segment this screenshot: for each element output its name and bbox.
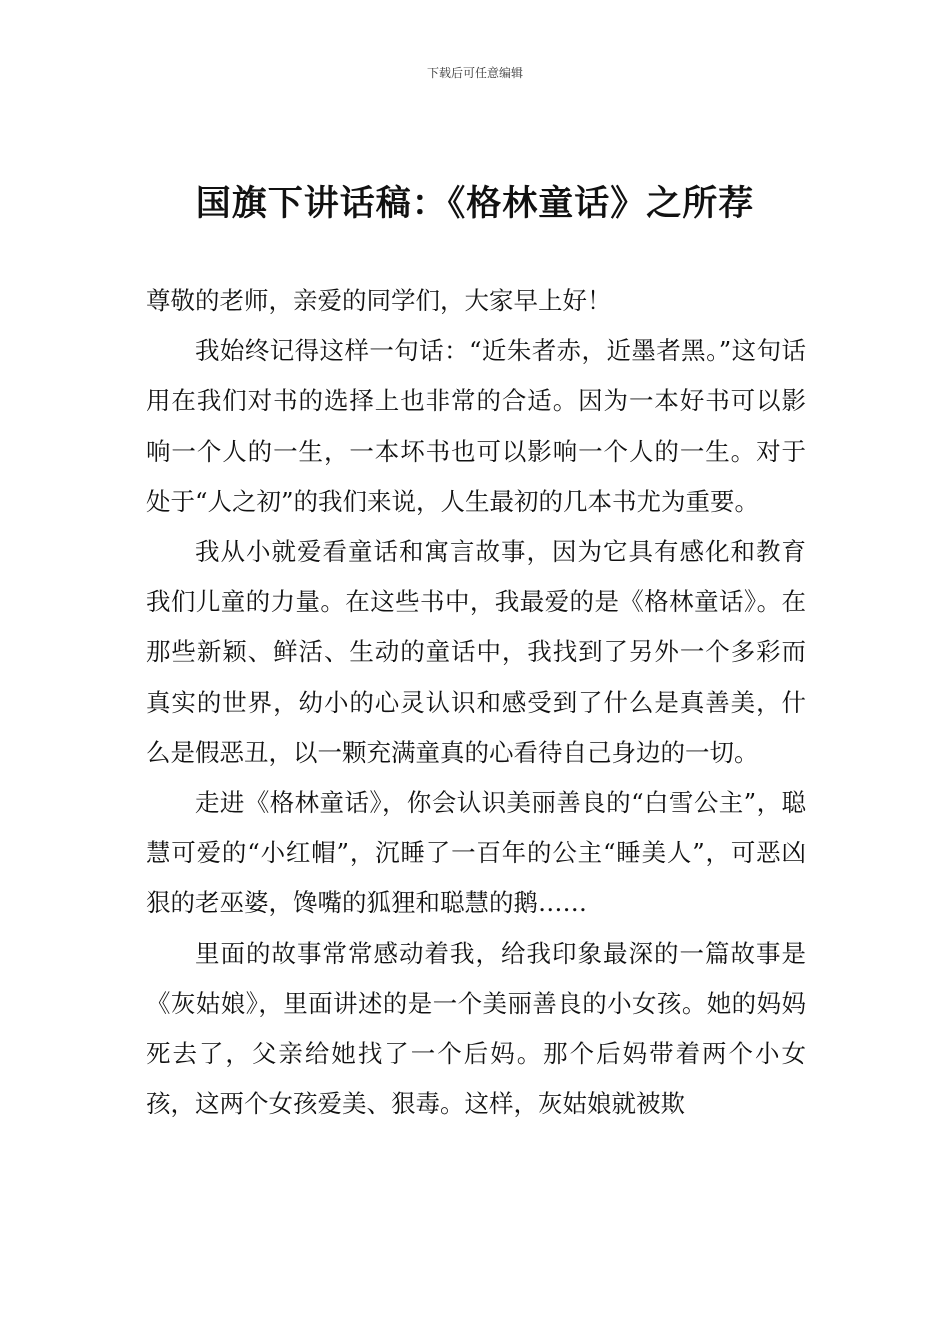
paragraph-2: 我从小就爱看童话和寓言故事，因为它具有感化和教育我们儿童的力量。在这些书中，我最爱的是《格林童话》。在那些新颖、鲜活、生动的童话中，我找到了另外一个多彩而真实的世界，幼小的心灵认识和感受到了什么是真善美，什么是假恶丑，以一颗充满童真的心看待自己身边的一切。 — [146, 537, 806, 767]
document-body — [146, 276, 806, 1129]
document-title: 国旗下讲话稿：《格林童话》之所荐 — [195, 184, 755, 224]
paragraph-4: 里面的故事常常感动着我，给我印象最深的一篇故事是《灰姑娘》，里面讲述的是一个美丽善良的小女孩。她的妈妈死去了，父亲给她找了一个后妈。那个后妈带着两个小女孩，这两个女孩爱美、狠毒。这样，灰姑娘就被欺 — [146, 938, 806, 1119]
paragraph-1: 我始终记得这样一句话：“近朱者赤，近墨者黑。”这句话用在我们对书的选择上也非常的合适。因为一本好书可以影响一个人的一生，一本坏书也可以影响一个人的一生。对于处于“人之初”的我们来说，人生最初的几本书尤为重要。 — [146, 336, 806, 516]
paragraph-3: 走进《格林童话》，你会认识美丽善良的“白雪公主”，聪慧可爱的“小红帽”，沉睡了一百年的公主“睡美人”，可恶凶狠的老巫婆，馋嘴的狐狸和聪慧的鹅…… — [146, 788, 806, 918]
header-note: 下载后可任意编辑 — [426, 66, 523, 80]
greeting-paragraph: 尊敬的老师，亲爱的同学们，大家早上好！ — [146, 286, 612, 315]
